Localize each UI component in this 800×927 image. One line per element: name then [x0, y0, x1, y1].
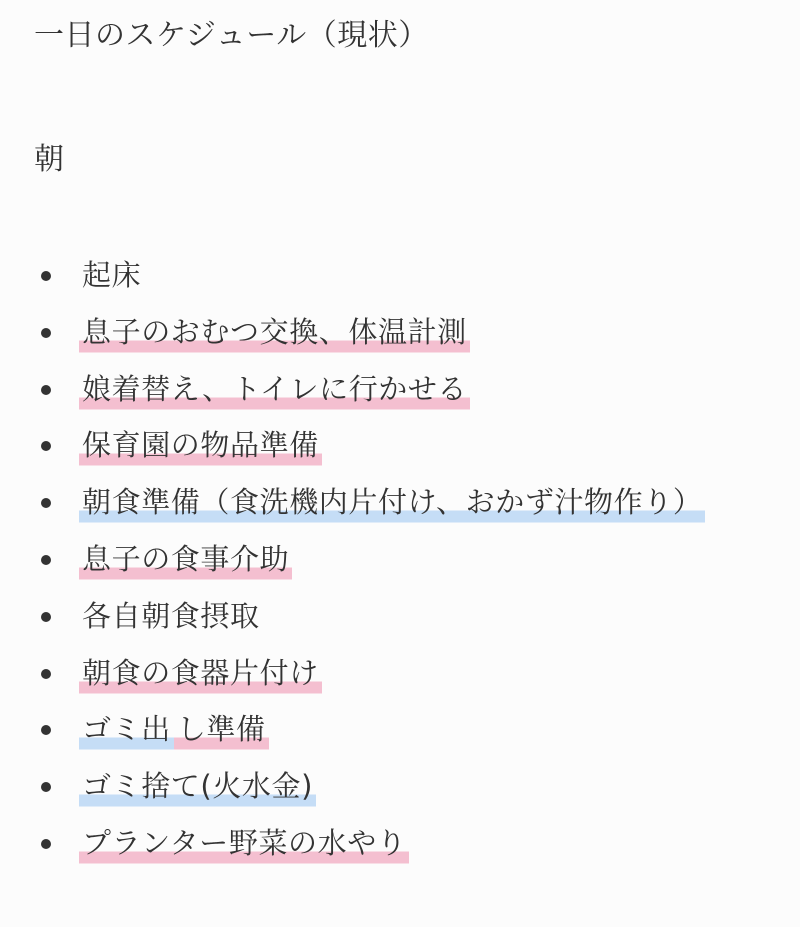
text-segment: 起床: [82, 258, 142, 292]
list-item-text: [82, 766, 316, 808]
highlighted-text-pink: 朝食の食器片付け: [79, 653, 322, 695]
list-item-text: [82, 709, 269, 751]
section-heading-morning: 朝: [34, 142, 64, 177]
bullet-icon: [41, 385, 51, 395]
list-item: [0, 312, 800, 369]
bullet-icon: [41, 782, 51, 792]
bullet-icon: [41, 839, 51, 849]
highlighted-text-pink: 保育園の物品準備: [79, 425, 322, 467]
bullet-icon: [41, 271, 51, 281]
bullet-icon: [41, 612, 51, 622]
bullet-icon: [41, 328, 51, 338]
list-item-text: [82, 482, 705, 524]
bullet-icon: [41, 441, 51, 451]
list-item: [0, 369, 800, 426]
highlighted-text-pink: 息子のおむつ交換、体温計測: [79, 312, 470, 354]
list-item: [0, 482, 800, 539]
highlighted-text-pink: 娘着替え、トイレに行かせる: [79, 369, 470, 411]
list-item: [0, 255, 800, 312]
text-segment: 各自朝食摂取: [82, 598, 260, 633]
list-item-text: [82, 653, 322, 695]
bullet-icon: [41, 669, 51, 679]
bullet-icon: [41, 498, 51, 508]
list-item: [0, 596, 800, 653]
list-item: [0, 539, 800, 596]
page-title: 一日のスケジュール（現状）: [34, 18, 429, 53]
list-item-text: [82, 255, 144, 297]
highlighted-text-pink: し準備: [174, 709, 269, 751]
highlighted-text-blue: ゴミ捨て(火水金): [79, 766, 316, 808]
list-item: [0, 653, 800, 710]
highlighted-text-blue: ゴミ出: [79, 709, 174, 751]
list-item-text: [82, 425, 322, 467]
list-item-text: [82, 312, 470, 354]
bullet-icon: [41, 555, 51, 565]
list-item: [0, 823, 800, 880]
list-item-text: [82, 596, 263, 638]
highlighted-text-blue: 朝食準備（食洗機内片付け、おかず汁物作り）: [79, 482, 705, 524]
list-item: [0, 766, 800, 823]
list-item-text: [82, 369, 470, 411]
highlighted-text-pink: プランター野菜の水やり: [79, 823, 409, 865]
schedule-list: [0, 255, 800, 880]
bullet-icon: [41, 725, 51, 735]
list-item-text: [82, 539, 292, 581]
list-item-text: [82, 823, 409, 865]
highlighted-text-pink: 息子の食事介助: [79, 539, 292, 581]
list-item: [0, 425, 800, 482]
list-item: [0, 709, 800, 766]
